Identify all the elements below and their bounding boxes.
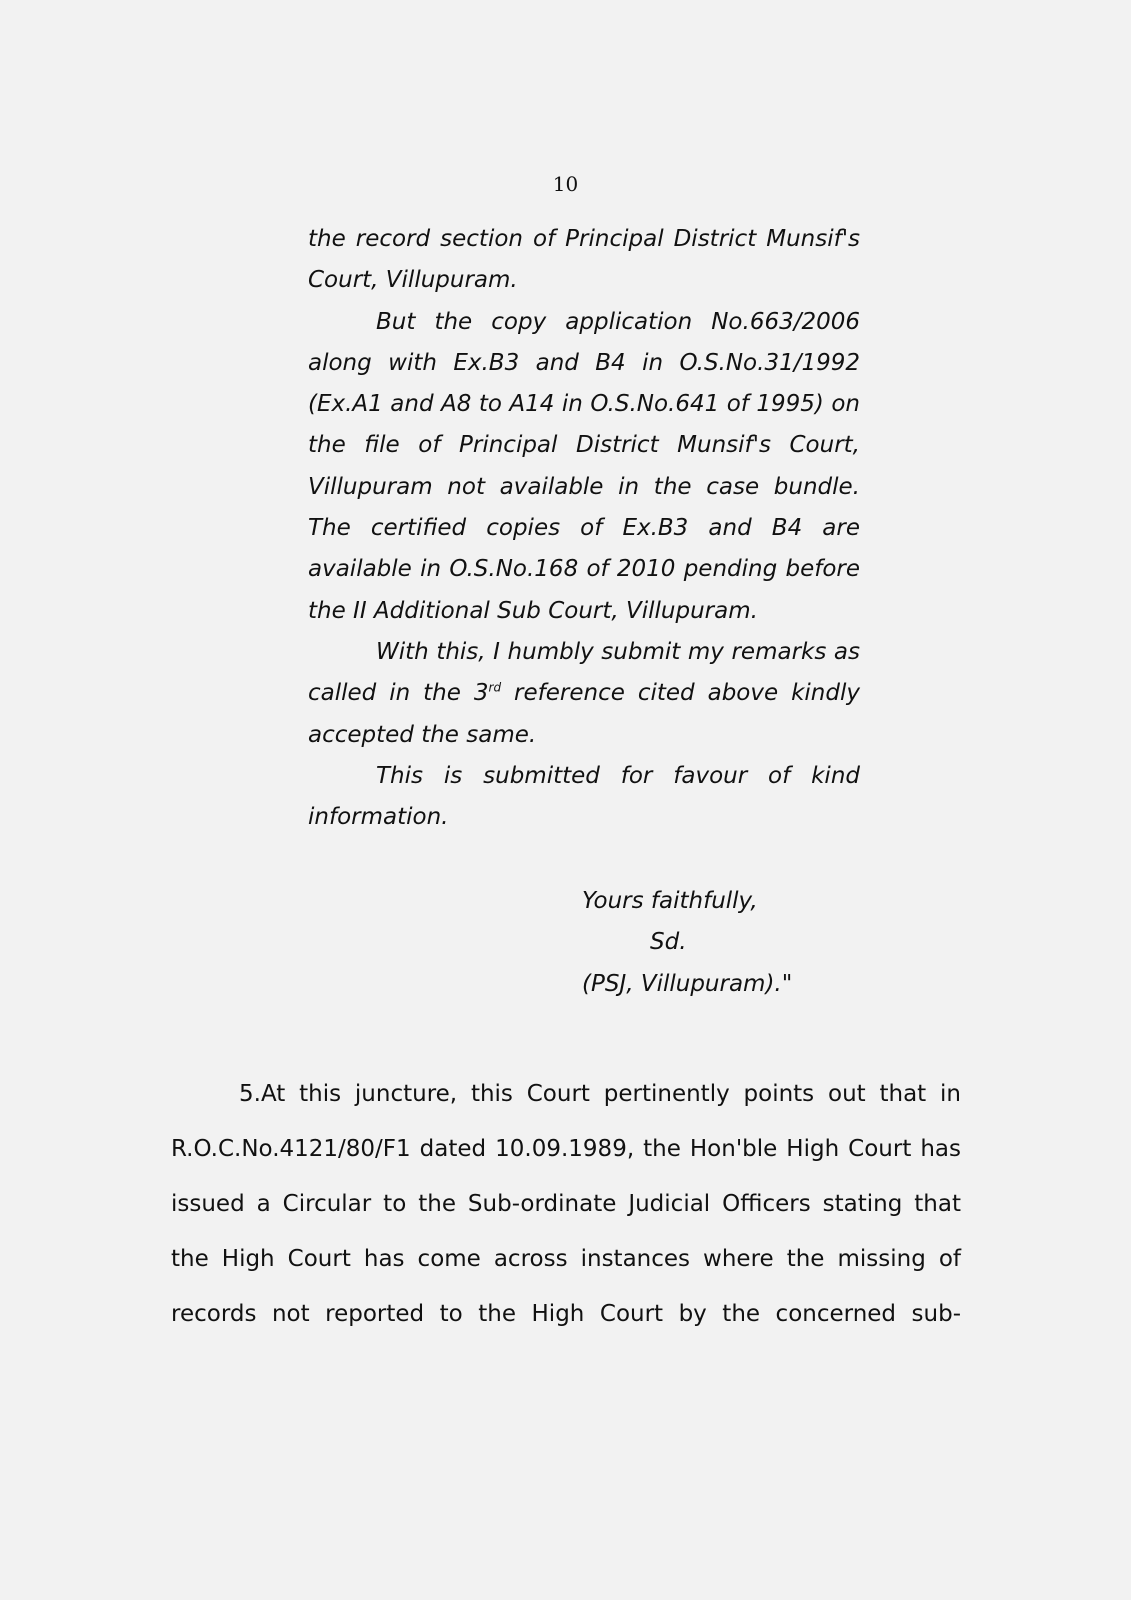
signatory-designation: (PSJ, Villupuram).": [582, 970, 793, 997]
quote-paragraph-4: This is submitted for favour of kind information.: [308, 762, 860, 831]
quoted-report: [308, 219, 860, 838]
quote-paragraph-3: [308, 632, 860, 756]
quote-paragraph-3-text-end: reference cited above kindly accepted the same.: [308, 680, 860, 748]
quote-paragraph-1: the record section of Principal District Munsif's Court, Villupuram.: [308, 226, 860, 294]
ordinal-superscript: rd: [488, 680, 502, 695]
quote-paragraph-3-text: With this, I humbly submit my remarks as called in the 3: [308, 638, 860, 707]
signed-mark: Sd.: [650, 929, 687, 956]
page-number: 10: [552, 172, 579, 196]
paragraph-5: 5.At this juncture, this Court pertinently points out that in R.O.C.No.4121/80/F1 dated 10.09.1989, the Hon'ble High Court has issued a Circular to the Sub-ordinate Judicial Officers stating that the High Court has come across instances where the missing of records not reported to the High Court by the concerned sub-: [171, 1081, 961, 1327]
closing-line: Yours faithfully,: [582, 888, 758, 914]
quote-paragraph-2: But the copy application No.663/2006 along with Ex.B3 and B4 in O.S.No.31/1992 (Ex.A1 and A8 to A14 in O.S.No.641 of 1995) on the file of Principal District Munsif's Court, Villupuram not available in the case bundle. The certified copies of Ex.B3 and B4 are available in O.S.No.168 of 2010 pending before the II Additional Sub Court, Villupuram.: [308, 308, 860, 624]
signature-block: [582, 881, 792, 1005]
